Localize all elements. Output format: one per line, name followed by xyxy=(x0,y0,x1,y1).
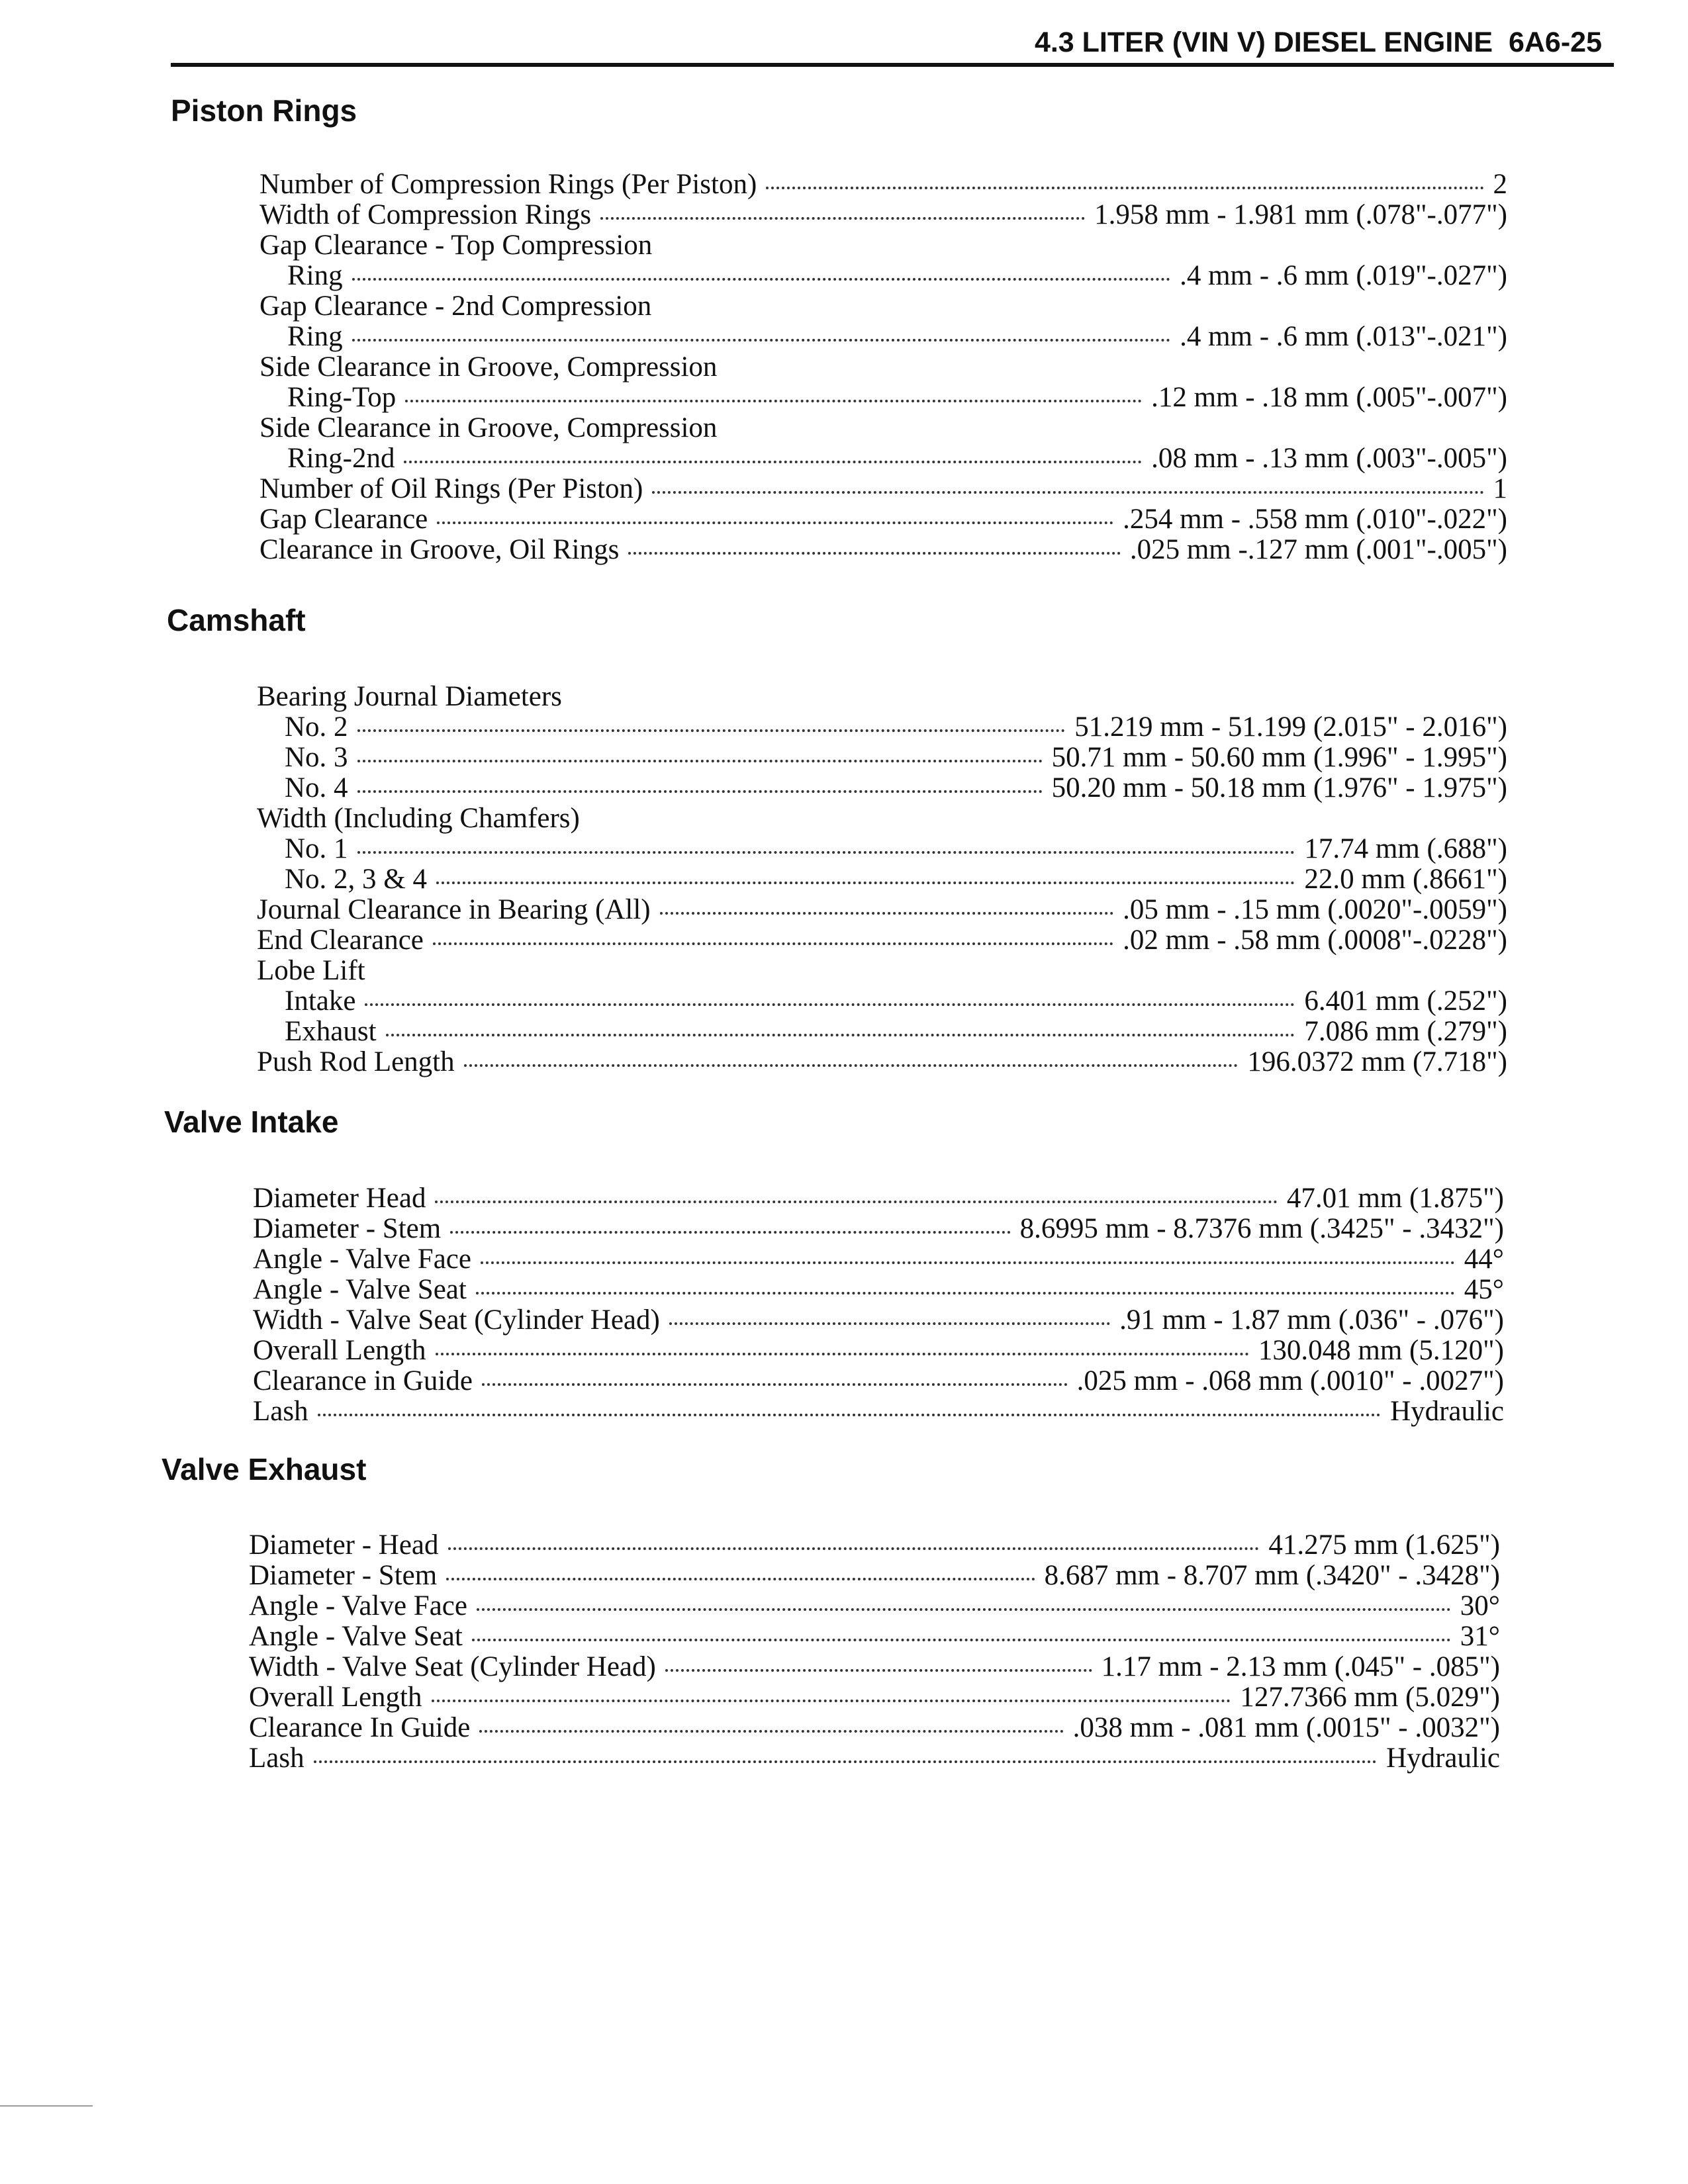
spec-row xyxy=(249,1713,1500,1743)
spec-label: Gap Clearance - 2nd Compression xyxy=(259,291,652,322)
running-header xyxy=(993,26,1602,59)
spec-row xyxy=(259,535,1507,565)
spec-row xyxy=(259,261,1507,291)
dot-leader xyxy=(481,1261,1455,1264)
spec-label: No. 1 xyxy=(285,833,348,864)
spec-row xyxy=(259,169,1507,200)
spec-row xyxy=(253,1275,1504,1305)
spec-row xyxy=(257,925,1507,956)
spec-label: Angle - Valve Face xyxy=(253,1244,471,1275)
spec-label: Bearing Journal Diameters xyxy=(257,681,562,712)
spec-label: Journal Clearance in Bearing (All) xyxy=(257,894,651,925)
spec-value: 30° xyxy=(1460,1590,1500,1621)
spec-label: Width - Valve Seat (Cylinder Head) xyxy=(253,1304,660,1336)
dot-leader xyxy=(357,790,1043,793)
section-heading-camshaft: Camshaft xyxy=(167,603,306,637)
spec-label: Ring xyxy=(287,321,343,352)
dot-leader xyxy=(352,278,1170,281)
spec-row xyxy=(259,504,1507,535)
spec-label: Angle - Valve Seat xyxy=(249,1621,463,1652)
spec-label: End Clearance xyxy=(257,925,424,956)
spec-value: .254 mm - .558 mm (.010"-.022") xyxy=(1123,504,1507,535)
spec-row xyxy=(259,443,1507,474)
spec-row xyxy=(249,1530,1500,1561)
dot-leader xyxy=(446,1578,1035,1580)
dot-leader xyxy=(482,1383,1068,1386)
dot-leader xyxy=(357,729,1066,732)
spec-value: 8.687 mm - 8.707 mm (.3420" - .3428") xyxy=(1044,1560,1500,1591)
spec-value: 6.401 mm (.252") xyxy=(1304,985,1507,1017)
spec-value: 1.17 mm - 2.13 mm (.045" - .085") xyxy=(1101,1651,1500,1682)
spec-row xyxy=(257,986,1507,1017)
spec-label: Angle - Valve Seat xyxy=(253,1274,467,1305)
spec-label: Intake xyxy=(285,985,356,1017)
spec-label: No. 4 xyxy=(285,772,348,803)
spec-value: .4 mm - .6 mm (.019"-.027") xyxy=(1180,260,1507,291)
header-page-number: 6A6-25 xyxy=(1508,26,1602,58)
spec-value: 44° xyxy=(1464,1244,1504,1275)
spec-label: Lobe Lift xyxy=(257,955,365,986)
spec-value: .4 mm - .6 mm (.013"-.021") xyxy=(1180,321,1507,352)
dot-leader xyxy=(352,339,1170,341)
spec-list-piston-rings xyxy=(259,169,1507,565)
spec-label: Clearance in Groove, Oil Rings xyxy=(259,534,620,565)
spec-row xyxy=(249,1652,1500,1682)
spec-row xyxy=(259,383,1507,413)
spec-value: .038 mm - .081 mm (.0015" - .0032") xyxy=(1072,1712,1500,1743)
spec-row xyxy=(259,230,1507,261)
spec-label: Diameter - Stem xyxy=(249,1560,438,1591)
dot-leader xyxy=(436,882,1295,884)
spec-value: 41.275 mm (1.625") xyxy=(1268,1529,1500,1561)
spec-label: Lash xyxy=(253,1396,308,1427)
dot-leader xyxy=(660,912,1113,915)
spec-label: Clearance in Guide xyxy=(253,1365,473,1396)
spec-label: Gap Clearance - Top Compression xyxy=(259,230,653,261)
section-heading-valve-exhaust: Valve Exhaust xyxy=(162,1452,367,1486)
spec-value: 2 xyxy=(1493,169,1507,200)
dot-leader xyxy=(357,760,1043,762)
spec-value: 1.958 mm - 1.981 mm (.078"-.077") xyxy=(1094,199,1507,230)
dot-leader xyxy=(405,400,1142,402)
spec-value: Hydraulic xyxy=(1390,1396,1504,1427)
spec-label: Clearance In Guide xyxy=(249,1712,471,1743)
header-title: 4.3 LITER (VIN V) DIESEL ENGINE xyxy=(1034,26,1493,58)
dot-leader xyxy=(669,1322,1110,1325)
spec-row xyxy=(253,1396,1504,1427)
spec-row xyxy=(259,322,1507,352)
spec-row xyxy=(257,956,1507,986)
dot-leader xyxy=(365,1003,1295,1006)
spec-label: Push Rod Length xyxy=(257,1046,455,1077)
spec-row xyxy=(259,352,1507,383)
spec-value: 50.20 mm - 50.18 mm (1.976" - 1.975") xyxy=(1051,772,1507,803)
section-heading-piston-rings: Piston Rings xyxy=(171,93,357,128)
dot-leader xyxy=(448,1547,1260,1550)
spec-value: 47.01 mm (1.875") xyxy=(1286,1183,1504,1214)
dot-leader xyxy=(628,552,1120,555)
dot-leader xyxy=(479,1730,1063,1733)
spec-label: Overall Length xyxy=(249,1682,422,1713)
dot-leader xyxy=(314,1760,1377,1763)
spec-value: .025 mm - .068 mm (.0010" - .0027") xyxy=(1076,1365,1504,1396)
spec-label: Lash xyxy=(249,1743,305,1774)
spec-row xyxy=(249,1743,1500,1774)
spec-value: 17.74 mm (.688") xyxy=(1304,833,1507,864)
spec-label: Side Clearance in Groove, Compression xyxy=(259,351,718,383)
spec-row xyxy=(257,773,1507,803)
spec-list-valve-intake xyxy=(253,1183,1504,1427)
header-rule xyxy=(171,63,1614,67)
spec-label: Number of Compression Rings (Per Piston) xyxy=(259,169,757,200)
spec-value: .08 mm - .13 mm (.003"-.005") xyxy=(1151,443,1507,474)
spec-list-camshaft xyxy=(257,682,1507,1077)
spec-row xyxy=(253,1305,1504,1336)
dot-leader xyxy=(477,1608,1451,1611)
dot-leader xyxy=(464,1064,1239,1067)
spec-row xyxy=(249,1561,1500,1591)
spec-row xyxy=(257,895,1507,925)
spec-value: 127.7366 mm (5.029") xyxy=(1240,1682,1500,1713)
dot-leader xyxy=(652,491,1483,494)
spec-row xyxy=(249,1591,1500,1621)
dot-leader xyxy=(432,1700,1231,1702)
spec-value: .91 mm - 1.87 mm (.036" - .076") xyxy=(1119,1304,1504,1336)
spec-value: 22.0 mm (.8661") xyxy=(1304,864,1507,895)
spec-label: No. 2, 3 & 4 xyxy=(285,864,427,895)
dot-leader xyxy=(472,1639,1451,1641)
spec-value: 130.048 mm (5.120") xyxy=(1258,1335,1504,1366)
spec-row xyxy=(257,1017,1507,1047)
spec-row xyxy=(259,413,1507,443)
spec-row xyxy=(259,474,1507,504)
spec-value: 8.6995 mm - 8.7376 mm (.3425" - .3432") xyxy=(1019,1213,1504,1244)
spec-value: .05 mm - .15 mm (.0020"-.0059") xyxy=(1123,894,1507,925)
section-heading-valve-intake: Valve Intake xyxy=(164,1105,339,1139)
spec-value: 196.0372 mm (7.718") xyxy=(1247,1046,1507,1077)
spec-label: Side Clearance in Groove, Compression xyxy=(259,412,718,443)
spec-value: 50.71 mm - 50.60 mm (1.996" - 1.995") xyxy=(1051,742,1507,773)
spec-label: Diameter - Stem xyxy=(253,1213,442,1244)
spec-label: Diameter - Head xyxy=(249,1529,439,1561)
spec-value: 45° xyxy=(1464,1274,1504,1305)
spec-row xyxy=(257,864,1507,895)
spec-value: 51.219 mm - 51.199 (2.015" - 2.016") xyxy=(1074,711,1507,743)
spec-label: Ring-Top xyxy=(287,382,397,413)
dot-leader xyxy=(665,1669,1092,1672)
spec-row xyxy=(253,1244,1504,1275)
dot-leader xyxy=(450,1231,1010,1234)
spec-label: Ring-2nd xyxy=(287,443,395,474)
spec-value: 1 xyxy=(1493,473,1507,504)
spec-label: No. 2 xyxy=(285,711,348,743)
dot-leader xyxy=(386,1034,1295,1036)
spec-row xyxy=(253,1214,1504,1244)
spec-row xyxy=(257,1047,1507,1077)
spec-row xyxy=(257,834,1507,864)
spec-label: Width (Including Chamfers) xyxy=(257,803,580,834)
spec-label: Angle - Valve Face xyxy=(249,1590,467,1621)
spec-value: Hydraulic xyxy=(1386,1743,1500,1774)
spec-row xyxy=(253,1366,1504,1396)
spec-row xyxy=(259,200,1507,230)
dot-leader xyxy=(433,942,1113,945)
spec-value: .025 mm -.127 mm (.001"-.005") xyxy=(1129,534,1507,565)
spec-row xyxy=(253,1336,1504,1366)
spec-label: Ring xyxy=(287,260,343,291)
spec-label: Gap Clearance xyxy=(259,504,428,535)
scan-edge-mark xyxy=(0,2105,93,2107)
dot-leader xyxy=(437,522,1113,524)
dot-leader xyxy=(766,187,1483,189)
spec-label: No. 3 xyxy=(285,742,348,773)
dot-leader xyxy=(435,1201,1277,1203)
spec-row xyxy=(249,1682,1500,1713)
spec-row xyxy=(257,712,1507,743)
spec-value: 31° xyxy=(1460,1621,1500,1652)
spec-row xyxy=(257,803,1507,834)
spec-label: Overall Length xyxy=(253,1335,426,1366)
dot-leader xyxy=(476,1292,1455,1295)
dot-leader xyxy=(318,1414,1381,1416)
spec-list-valve-exhaust xyxy=(249,1530,1500,1774)
spec-row xyxy=(257,743,1507,773)
dot-leader xyxy=(357,851,1295,854)
spec-row xyxy=(257,682,1507,712)
spec-label: Width - Valve Seat (Cylinder Head) xyxy=(249,1651,656,1682)
spec-value: .12 mm - .18 mm (.005"-.007") xyxy=(1151,382,1507,413)
dot-leader xyxy=(404,461,1142,463)
spec-row xyxy=(249,1621,1500,1652)
spec-value: .02 mm - .58 mm (.0008"-.0228") xyxy=(1123,925,1507,956)
spec-row xyxy=(259,291,1507,322)
spec-label: Diameter Head xyxy=(253,1183,426,1214)
spec-label: Exhaust xyxy=(285,1016,377,1047)
spec-label: Number of Oil Rings (Per Piston) xyxy=(259,473,643,504)
dot-leader xyxy=(600,217,1085,220)
spec-row xyxy=(253,1183,1504,1214)
dot-leader xyxy=(436,1353,1249,1355)
spec-label: Width of Compression Rings xyxy=(259,199,592,230)
spec-value: 7.086 mm (.279") xyxy=(1304,1016,1507,1047)
